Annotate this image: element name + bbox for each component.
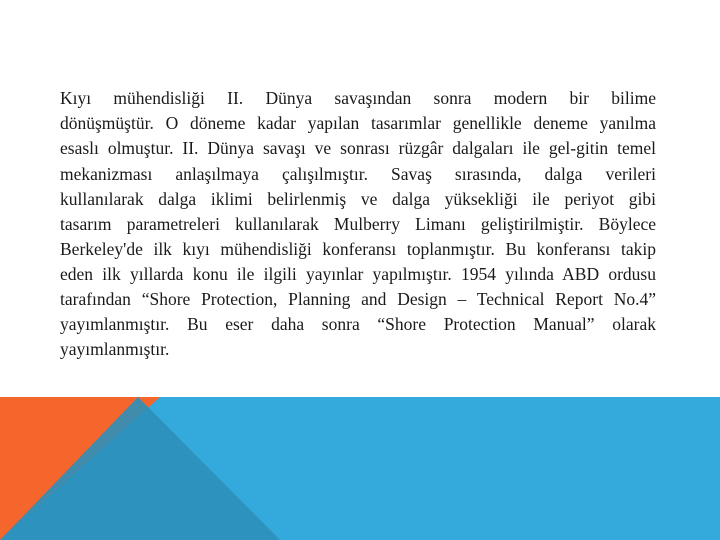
footer-band xyxy=(0,397,720,540)
text-line-2: dönüşmüştür. O döneme kadar yapılan tasarımlar genellikle deneme yanılma xyxy=(60,113,656,133)
text-line-7: Berkeley'de ilk kıyı mühendisliği konferansı toplanmıştır. Bu konferansı takip xyxy=(60,239,656,259)
text-line-4: mekanizması anlaşılmaya çalışılmıştır. Savaş sırasında, dalga verileri xyxy=(60,164,656,184)
scanned-text-block xyxy=(60,86,656,370)
text-line-10: yayımlanmıştır. Bu eser daha sonra “Shore Protection Manual” olarak xyxy=(60,314,656,334)
text-line-3: esaslı olmuştur. II. Dünya savaşı ve sonrası rüzgâr dalgaları ile gel-gitin temel xyxy=(60,138,656,158)
text-line-5: kullanılarak dalga iklimi belirlenmiş ve dalga yüksekliği ile periyot gibi xyxy=(60,189,656,209)
text-line-6: tasarım parametreleri kullanılarak Mulberry Limanı geliştirilmiştir. Böylece xyxy=(60,214,656,234)
text-line-9: tarafından “Shore Protection, Planning and Design – Technical Report No.4” xyxy=(60,289,656,309)
text-line-11: yayımlanmıştır. xyxy=(60,339,170,359)
text-line-1: Kıyı mühendisliği II. Dünya savaşından sonra modern bir bilime xyxy=(60,88,656,108)
text-line-8: eden ilk yıllarda konu ile ilgili yayınlar yapılmıştır. 1954 yılında ABD ordusu xyxy=(60,264,656,284)
